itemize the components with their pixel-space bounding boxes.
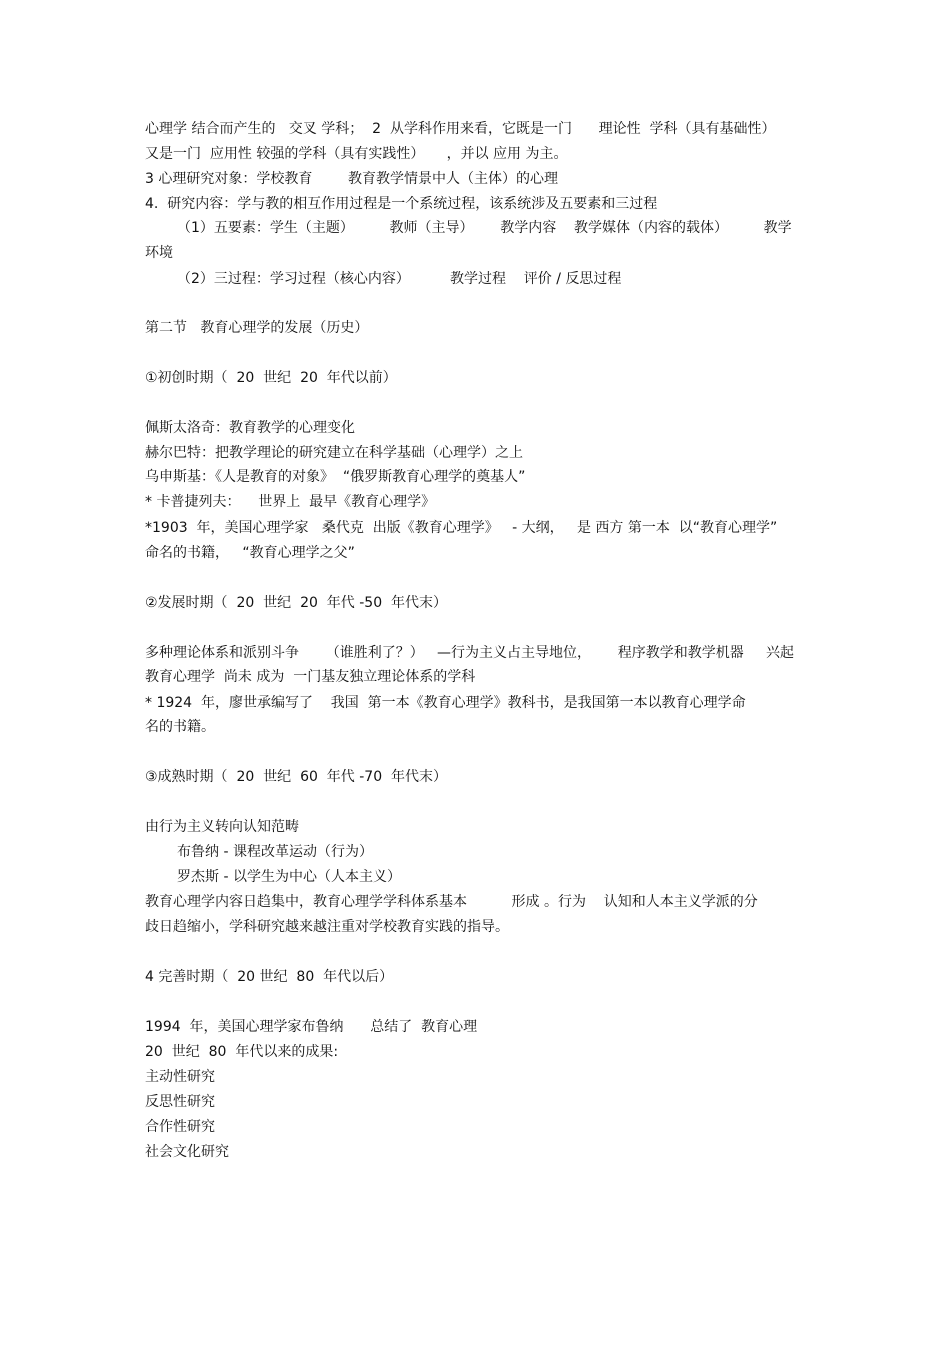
text-line: 环境	[145, 245, 173, 261]
text-line: 教育心理学内容日趋集中，教育心理学学科体系基本 形成 。行为 认知和人本主义学派的分	[145, 894, 758, 910]
text-line: * 卡普捷列夫： 世界上 最早《教育心理学》	[145, 494, 436, 510]
list-item: 社会文化研究	[145, 1144, 229, 1160]
section-heading: 第二节 教育心理学的发展（历史）	[145, 320, 369, 336]
period-heading: ③成熟时期（ 20 世纪 60 年代 -70 年代末）	[145, 769, 447, 785]
text-line: 20 世纪 80 年代以来的成果:	[145, 1044, 339, 1060]
list-item: 反思性研究	[145, 1094, 215, 1110]
list-item: 主动性研究	[145, 1069, 215, 1085]
text-line: 4. 研究内容：学与教的相互作用过程是一个系统过程，该系统涉及五要素和三过程	[145, 196, 658, 212]
period-heading: 4 完善时期（ 20 世纪 80 年代以后）	[145, 969, 394, 985]
text-line: （2）三过程：学习过程（核心内容） 教学过程 评价 / 反思过程	[177, 271, 622, 287]
text-line: 命名的书籍， “教育心理学之父”	[145, 545, 355, 561]
text-line: 由行为主义转向认知范畴	[145, 819, 299, 835]
period-heading: ①初创时期（ 20 世纪 20 年代以前）	[145, 370, 397, 386]
text-line: 又是一门 应用性 较强的学科（具有实践性） ，并以 应用 为主。	[145, 146, 568, 162]
period-heading: ②发展时期（ 20 世纪 20 年代 -50 年代末）	[145, 595, 447, 611]
list-item: 合作性研究	[145, 1119, 215, 1135]
text-line: 歧日趋缩小，学科研究越来越注重对学校教育实践的指导。	[145, 919, 509, 935]
text-line: 乌申斯基：《人是教育的对象》 “俄罗斯教育心理学的奠基人”	[145, 469, 526, 485]
text-line: * 1924 年，廖世承编写了 我国 第一本《教育心理学》教科书，是我国第一本以教育心理学命	[145, 695, 746, 711]
text-line: 心理学 结合而产生的 交叉 学科； 2 从学科作用来看，它既是一门 理论性 学科（具有基础性）	[145, 121, 776, 137]
text-line: 1994 年，美国心理学家布鲁纳 总结了 教育心理	[145, 1019, 478, 1035]
text-line: 赫尔巴特：把教学理论的研究建立在科学基础（心理学）之上	[145, 445, 523, 461]
text-line: 3 心理研究对象：学校教育 教育教学情景中人（主体）的心理	[145, 171, 558, 187]
text-line: 罗杰斯 - 以学生为中心（人本主义）	[177, 869, 401, 885]
text-line: 教育心理学 尚未 成为 一门基友独立理论体系的学科	[145, 669, 476, 685]
text-line: 名的书籍。	[145, 719, 215, 735]
text-line: 佩斯太洛奇：教育教学的心理变化	[145, 420, 355, 436]
text-line: 多种理论体系和派别斗争 （谁胜利了？） —行为主义占主导地位， 程序教学和教学机器 兴起	[145, 645, 795, 661]
text-line: *1903 年，美国心理学家 桑代克 出版《教育心理学》 - 大纲， 是 西方 第一本 以“教育心理学”	[145, 520, 778, 536]
text-line: 布鲁纳 - 课程改革运动（行为）	[177, 844, 373, 860]
text-line: （1）五要素：学生（主题） 教师（主导） 教学内容 教学媒体（内容的载体） 教学	[177, 220, 792, 236]
